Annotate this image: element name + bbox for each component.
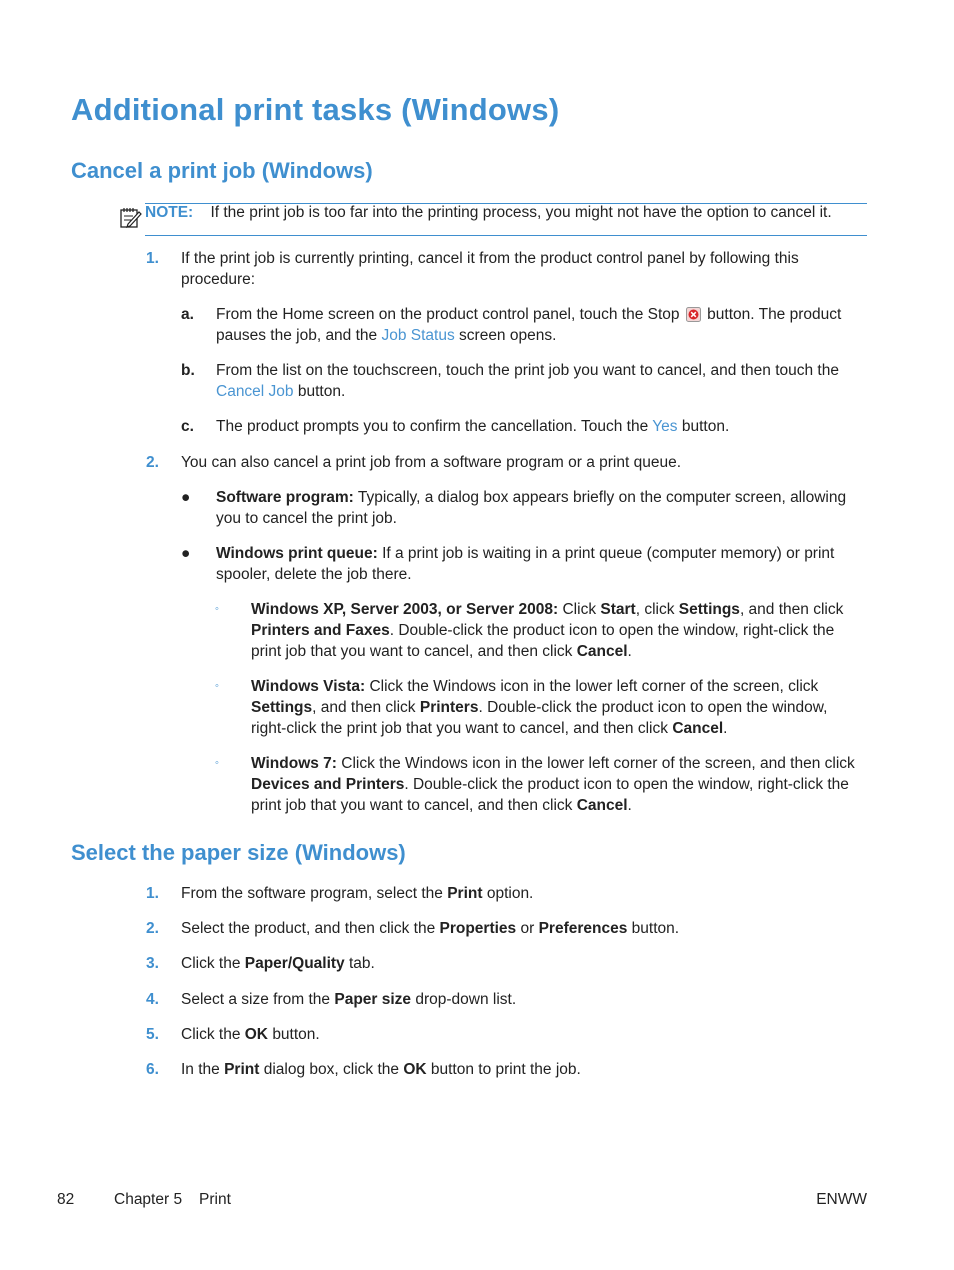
os-name: Windows 7: [251, 755, 337, 772]
footer-right: ENWW [816, 1191, 867, 1208]
text: . Double-click the product icon to open the window, right-click the print job that you want to cancel, and then click [251, 622, 835, 660]
note-rule-bottom [145, 235, 867, 236]
text: tab. [349, 955, 375, 972]
text: , click [635, 601, 675, 618]
step-number: 2. [146, 454, 159, 471]
sub-bullet-vista [251, 676, 861, 739]
ui-term: OK [244, 1026, 268, 1043]
substep-b [216, 360, 861, 402]
substep-a [216, 304, 861, 346]
paper-step-1 [181, 883, 861, 904]
bullet-print-queue [216, 543, 861, 585]
text: Click the Windows icon in the lower left corner of the screen, click [369, 678, 819, 695]
step-number: 4. [146, 991, 159, 1008]
step-number: 3. [146, 955, 159, 972]
ui-term: Devices and Printers [251, 776, 405, 793]
bullet-text: If a print job is waiting in a print queue (computer memory) or print spooler, delete the job there. [216, 545, 835, 583]
os-name: Windows XP, Server 2003, or Server 2008: [251, 601, 559, 618]
sub-bullet-win7 [251, 753, 861, 816]
ui-term: Print [447, 885, 483, 902]
cancel-job-link[interactable]: Cancel Job [216, 383, 294, 400]
step-number: 1. [146, 250, 159, 267]
substep-a-text: screen opens. [459, 327, 557, 344]
job-status-link[interactable]: Job Status [381, 327, 455, 344]
text: From the software program, select the [181, 885, 443, 902]
text: . Double-click the product icon to open the window, right-click the print job that you want to cancel, and then click [251, 776, 849, 814]
text: . [723, 720, 728, 737]
text: drop-down list. [415, 991, 517, 1008]
text: , and then click [739, 601, 844, 618]
os-name: Windows Vista: [251, 678, 366, 695]
substep-label: a. [181, 306, 194, 323]
ui-term: Preferences [538, 920, 628, 937]
sub-bullet-xp [251, 599, 861, 662]
ui-term: Cancel [672, 720, 724, 737]
step-number: 2. [146, 920, 159, 937]
bullet: ● [181, 545, 191, 562]
text: Select the product, and then click the [181, 920, 436, 937]
bullet: ● [181, 489, 191, 506]
text: Click the [181, 1026, 241, 1043]
page-number: 82 [57, 1191, 75, 1208]
step-number: 6. [146, 1061, 159, 1078]
ui-term: Cancel [576, 797, 628, 814]
text: button. [631, 920, 680, 937]
text: dialog box, click the [263, 1061, 399, 1078]
text: button. [272, 1026, 320, 1043]
ui-term: Paper/Quality [244, 955, 345, 972]
sub-bullet: ◦ [215, 603, 219, 615]
ui-term: Printers [419, 699, 479, 716]
note-icon [118, 204, 144, 230]
text: Select a size from the [181, 991, 331, 1008]
substep-a-text: From the Home screen on the product control panel, touch the Stop [216, 306, 680, 323]
note-text: If the print job is too far into the printing process, you might not have the option to cancel it. [210, 204, 832, 221]
paper-step-6 [181, 1059, 861, 1080]
paper-step-5 [181, 1024, 861, 1045]
text: or [520, 920, 535, 937]
ui-term: OK [403, 1061, 427, 1078]
sub-bullet: ◦ [215, 757, 219, 769]
text: . Double-click the product icon to open the window, right-click the print job that you want to cancel, and then click [251, 699, 828, 737]
ui-term: Printers and Faxes [251, 622, 390, 639]
ui-term: Settings [678, 601, 740, 618]
substep-b-text: From the list on the touchscreen, touch the print job you want to cancel, and then touch the [216, 362, 839, 379]
stop-icon [686, 307, 701, 322]
text: Click the [181, 955, 241, 972]
step-number: 1. [146, 885, 159, 902]
paper-step-3 [181, 953, 861, 974]
substep-c-text: The product prompts you to confirm the cancellation. Touch the [216, 418, 649, 435]
ui-term: Print [224, 1061, 260, 1078]
substep-label: b. [181, 362, 195, 379]
ui-term: Settings [251, 699, 313, 716]
substep-c [216, 416, 861, 437]
ui-term: Paper size [334, 991, 412, 1008]
section-heading-cancel: Cancel a print job (Windows) [71, 158, 373, 183]
step-text: You can also cancel a print job from a software program or a print queue. [181, 454, 682, 471]
ui-term: Properties [439, 920, 517, 937]
ui-term: Start [600, 601, 636, 618]
ui-term: Cancel [576, 643, 628, 660]
substep-c-text: button. [681, 418, 730, 435]
text: Click the Windows icon in the lower left corner of the screen, and then click [341, 755, 855, 772]
paper-step-2 [181, 918, 861, 939]
substep-label: c. [181, 418, 194, 435]
step-text: If the print job is currently printing, cancel it from the product control panel by following this procedure: [181, 250, 799, 288]
text: button to print the job. [430, 1061, 581, 1078]
page-title: Additional print tasks (Windows) [71, 92, 560, 127]
bullet-bold: Windows print queue: [216, 545, 378, 562]
text: , and then click [312, 699, 416, 716]
bullet-software-program [216, 487, 861, 529]
substep-a-text: button. The product pauses the job, and the [216, 306, 842, 344]
text: Click [562, 601, 597, 618]
text: . [627, 643, 632, 660]
yes-link[interactable]: Yes [652, 418, 678, 435]
section-heading-paper: Select the paper size (Windows) [71, 840, 406, 865]
bullet-bold: Software program: [216, 489, 354, 506]
text: In the [181, 1061, 220, 1078]
footer-chapter: Chapter 5 [114, 1191, 183, 1208]
paper-step-4 [181, 989, 861, 1010]
text: option. [486, 885, 534, 902]
note [145, 202, 865, 223]
text: . [627, 797, 632, 814]
sub-bullet: ◦ [215, 680, 219, 692]
substep-b-text: button. [297, 383, 346, 400]
note-label: NOTE: [145, 204, 194, 221]
step-number: 5. [146, 1026, 159, 1043]
footer-section: Print [199, 1191, 231, 1208]
bullet-text: Typically, a dialog box appears briefly on the computer screen, allowing you to cancel the print job. [216, 489, 847, 527]
